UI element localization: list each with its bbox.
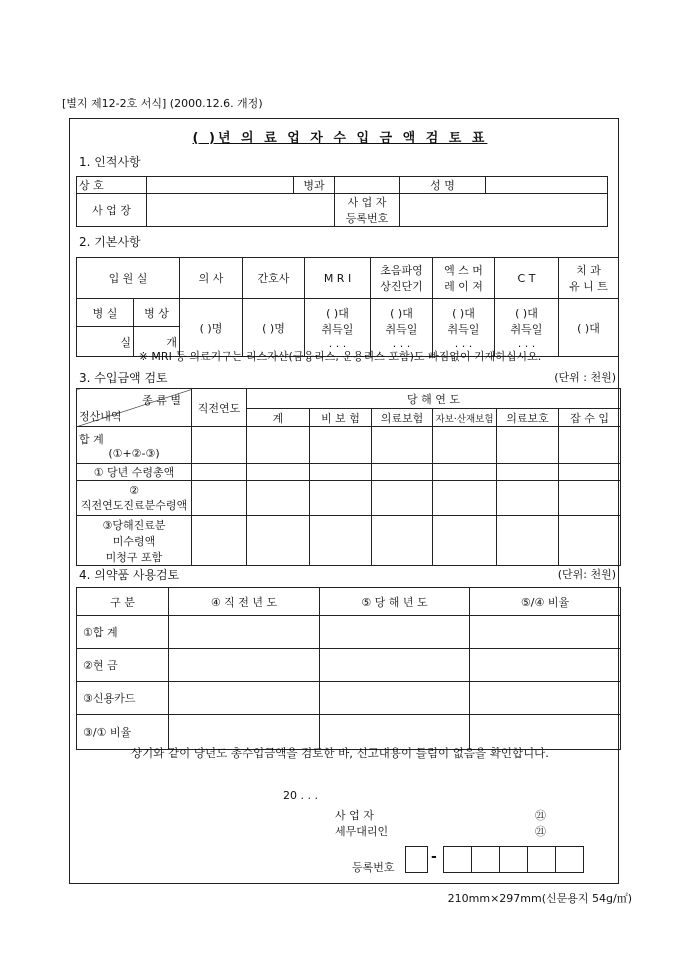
value-cell[interactable]: [470, 649, 621, 682]
current-year-header: 당 해 연 도: [247, 389, 621, 409]
column-header: ④ 직 전 년 도: [169, 588, 320, 616]
table-row: [77, 481, 621, 516]
section3-heading: 3. 수입금액 검토: [79, 371, 168, 385]
ultrasound-header-1: 초음파영: [380, 264, 423, 277]
row-label: [77, 427, 192, 464]
personal-info-table: [76, 176, 608, 227]
amount-cell[interactable]: [310, 516, 372, 566]
xray-header-1: 엑 스 머: [444, 264, 483, 277]
amount-cell[interactable]: [310, 481, 372, 516]
amount-cell[interactable]: [372, 516, 433, 566]
table-row: [77, 427, 621, 464]
dental-header-2: 유 니 트: [569, 280, 608, 293]
row-label: ③신용카드: [77, 682, 169, 715]
amount-cell[interactable]: [247, 516, 310, 566]
mri-note: ※ MRI 등 의료기구는 리스자산(금융리스, 운용리스 포함)도 빠짐없이 기재하십시오.: [138, 350, 542, 363]
row-label: [77, 464, 192, 481]
department-field[interactable]: [335, 177, 400, 194]
owner-seal-icon: ㉑: [535, 809, 546, 822]
value-cell[interactable]: [320, 649, 470, 682]
ultrasound-header: [371, 258, 433, 299]
trade-name-field[interactable]: [147, 177, 294, 194]
biz-reg-label-1: 사 업 자: [347, 196, 387, 209]
amount-cell[interactable]: [559, 481, 621, 516]
value-cell[interactable]: [169, 682, 320, 715]
ct-date: . . .: [517, 337, 536, 350]
amount-cell[interactable]: [433, 427, 497, 464]
amount-cell[interactable]: [559, 427, 621, 464]
table-row: [77, 464, 621, 481]
value-cell[interactable]: [320, 616, 470, 649]
amount-cell[interactable]: [310, 464, 372, 481]
agent-seal-icon: ㉑: [535, 825, 546, 838]
dental-units-field[interactable]: ( )대: [559, 299, 619, 357]
row-label: ①합 계: [77, 616, 169, 649]
column-header: 의료보호: [497, 409, 559, 427]
section2-heading: 2. 기본사항: [79, 235, 141, 249]
business-place-label: 사 업 장: [77, 194, 147, 227]
amount-cell[interactable]: [192, 481, 247, 516]
amount-cell[interactable]: [372, 464, 433, 481]
business-owner-label: 사 업 자: [335, 809, 374, 822]
biz-reg-label: [335, 194, 400, 227]
name-field[interactable]: [486, 177, 608, 194]
row-label: [77, 516, 192, 566]
section4-unit: (단위: 천원): [557, 568, 616, 581]
mri-acquired: 취득일: [321, 323, 354, 336]
row-label-line: ③당해진료분: [102, 518, 166, 532]
page-title: ( )년 의 료 업 자 수 입 금 액 검 토 표: [192, 131, 488, 146]
reg-no-box[interactable]: [499, 846, 528, 873]
biz-reg-label-2: 등록번호: [345, 212, 389, 225]
value-cell[interactable]: [320, 682, 470, 715]
row-label: ③/① 비율: [77, 715, 169, 750]
row-label-line: 미수령액: [112, 534, 156, 548]
amount-cell[interactable]: [247, 427, 310, 464]
room-count-field[interactable]: 실: [77, 327, 134, 357]
amount-cell[interactable]: [372, 427, 433, 464]
value-cell[interactable]: [470, 682, 621, 715]
reg-no-box[interactable]: [405, 846, 428, 873]
ct-acquired: 취득일: [510, 323, 543, 336]
row-label-line: ① 당년 수령총액: [93, 466, 175, 479]
xray-units: ( )대: [452, 307, 475, 320]
column-header: 구 분: [77, 588, 169, 616]
doctor-count-field[interactable]: ( )명: [180, 299, 243, 357]
row-label-line: 합 계: [79, 432, 104, 446]
value-cell[interactable]: [470, 616, 621, 649]
doctor-header: 의 사: [180, 258, 243, 299]
dental-header-1: 치 과: [576, 264, 601, 277]
amount-cell[interactable]: [497, 481, 559, 516]
column-header: 자보·산재보험: [433, 409, 497, 427]
reg-no-dash: -: [431, 849, 437, 865]
amount-cell[interactable]: [372, 481, 433, 516]
amount-cell[interactable]: [497, 427, 559, 464]
drug-usage-table: [76, 587, 621, 750]
confirmation-statement: 상기와 같이 당년도 총수입금액을 검토한 바, 신고내용이 틀림이 없음을 확인합니다.: [131, 746, 549, 760]
amount-cell[interactable]: [247, 481, 310, 516]
paper-size-footer: 210mm×297mm(신문용지 54g/㎡): [447, 892, 632, 905]
reg-no-box[interactable]: [527, 846, 556, 873]
column-header: 비 보 험: [310, 409, 372, 427]
xray-header-2: 레 이 져: [444, 280, 483, 293]
table-row: [77, 516, 621, 566]
bed-count-field[interactable]: 개: [134, 327, 180, 357]
biz-reg-field[interactable]: [400, 194, 608, 227]
basic-info-table: [76, 257, 619, 357]
diag-top-label: 종 류 별: [142, 393, 181, 407]
row-label-line: 미청구 포함: [105, 550, 163, 564]
name-label: 성 명: [400, 177, 486, 194]
mri-units: ( )대: [326, 307, 349, 320]
xray-header: [433, 258, 495, 299]
row-label-line: ②: [129, 483, 139, 497]
bed-label: 병 상: [134, 299, 180, 327]
column-header: 잡 수 입: [559, 409, 621, 427]
nurse-count-field[interactable]: ( )명: [243, 299, 305, 357]
row-label: [77, 481, 192, 516]
amount-cell[interactable]: [497, 464, 559, 481]
amount-cell[interactable]: [247, 464, 310, 481]
diagonal-header: [77, 389, 192, 427]
diag-bottom-label: 정산내역: [79, 409, 122, 423]
xray-date: . . .: [454, 337, 473, 350]
table-row: [77, 649, 621, 682]
column-header: 계: [247, 409, 310, 427]
tax-agent-label: 세무대리인: [335, 825, 389, 838]
amount-cell[interactable]: [310, 427, 372, 464]
column-header: 의료보험: [372, 409, 433, 427]
table-row: [77, 682, 621, 715]
ultrasound-units: ( )대: [390, 307, 413, 320]
reg-no-box[interactable]: [471, 846, 500, 873]
column-header: ⑤ 당 해 년 도: [320, 588, 470, 616]
value-cell[interactable]: [169, 649, 320, 682]
ct-units: ( )대: [515, 307, 538, 320]
amount-cell[interactable]: [192, 464, 247, 481]
prev-year-header: 직전연도: [192, 389, 247, 427]
amount-cell[interactable]: [433, 464, 497, 481]
amount-cell[interactable]: [433, 481, 497, 516]
department-label: 병과: [294, 177, 335, 194]
ultrasound-header-2: 상진단기: [380, 280, 423, 293]
reg-no-label: 등록번호: [352, 861, 395, 874]
nurse-header: 간호사: [243, 258, 305, 299]
table-row: [77, 616, 621, 649]
dental-header: [559, 258, 619, 299]
form-reference: [별지 제12-2호 서식] (2000.12.6. 개정): [62, 97, 263, 110]
business-place-field[interactable]: [147, 194, 335, 227]
amount-cell[interactable]: [192, 516, 247, 566]
row-label: ②현 금: [77, 649, 169, 682]
income-review-table: [76, 388, 621, 566]
value-cell[interactable]: [169, 616, 320, 649]
amount-cell[interactable]: [497, 516, 559, 566]
header-row: [77, 588, 621, 616]
ward-header: 입 원 실: [77, 258, 180, 299]
reg-no-box[interactable]: [443, 846, 472, 873]
trade-name-label: 상 호: [77, 177, 147, 194]
mri-header: M R I: [305, 258, 371, 299]
section1-heading: 1. 인적사항: [79, 155, 141, 169]
section4-heading: 4. 의약품 사용검토: [79, 568, 180, 582]
row-label-line: 직전연도진료분수령액: [80, 498, 188, 512]
mri-date: . . .: [328, 337, 347, 350]
amount-cell[interactable]: [559, 464, 621, 481]
row-label-line: (①+②-③): [108, 446, 160, 460]
ultrasound-acquired: 취득일: [385, 323, 418, 336]
amount-cell[interactable]: [433, 516, 497, 566]
amount-cell[interactable]: [192, 427, 247, 464]
ct-header: C T: [495, 258, 559, 299]
column-header: ⑤/④ 비율: [470, 588, 621, 616]
date-line[interactable]: 20 . . .: [283, 789, 318, 802]
xray-acquired: 취득일: [447, 323, 480, 336]
section3-unit: (단위 : 천원): [554, 371, 616, 384]
ultrasound-date: . . .: [392, 337, 411, 350]
amount-cell[interactable]: [559, 516, 621, 566]
reg-no-box[interactable]: [555, 846, 584, 873]
room-label: 병 실: [77, 299, 134, 327]
